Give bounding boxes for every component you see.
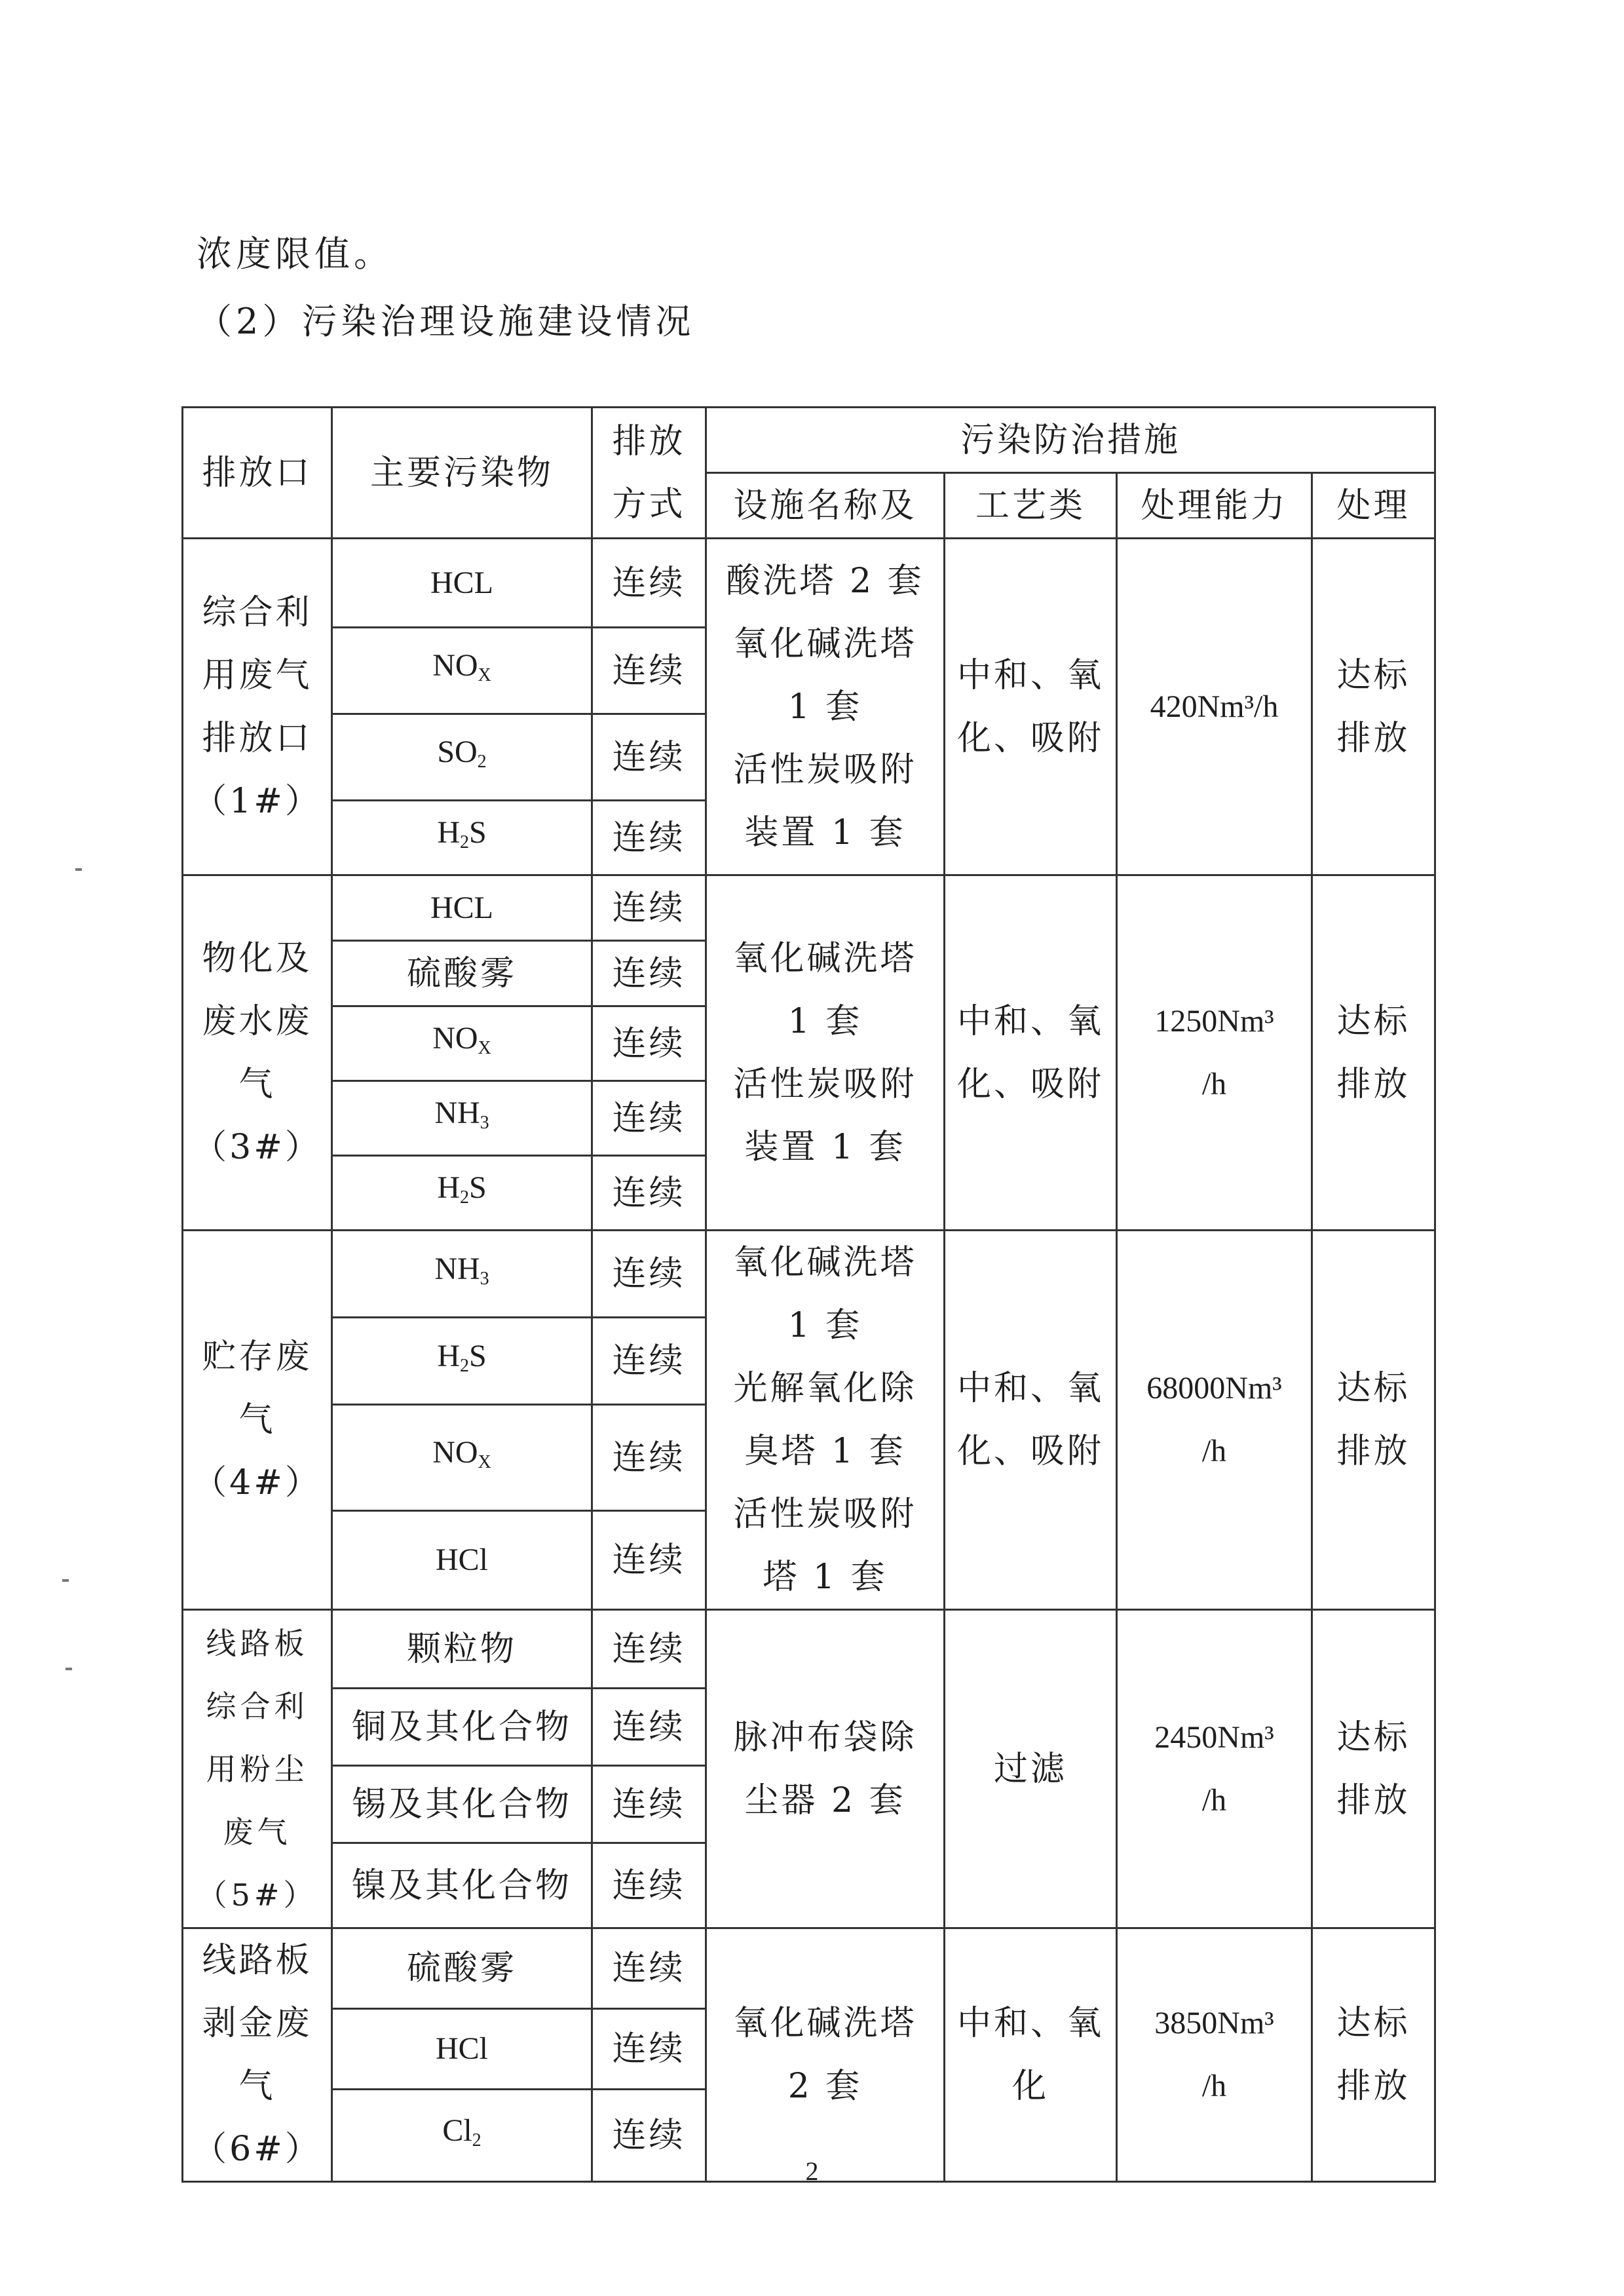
capacity-cell: 3850Nm³ /h	[1117, 1928, 1312, 2182]
treatment-cell: 达标 排放	[1312, 1610, 1435, 1928]
process-cell: 中和、氧 化、吸附	[945, 1231, 1117, 1610]
pollutant-subscript: 3	[480, 1113, 489, 1133]
header-facility: 设施名称及	[706, 473, 945, 539]
pollutant-cell	[332, 1231, 592, 1318]
mode-cell: 连续	[592, 1843, 706, 1928]
mode-cell: 连续	[592, 1318, 706, 1404]
capacity-cell: 420Nm³/h	[1117, 539, 1312, 875]
pollutant-subscript: 2	[472, 2130, 482, 2151]
header-measures: 污染防治措施	[706, 408, 1435, 473]
scan-speck	[66, 1668, 72, 1670]
pollutant-cell	[332, 1766, 592, 1843]
pollutant-subscript: 2	[477, 752, 487, 772]
mode-cell: 连续	[592, 539, 706, 628]
facility-cell: 酸洗塔 2 套 氧化碱洗塔 1 套 活性炭吸附 装置 1 套	[706, 539, 945, 875]
pollutant-cell	[332, 1610, 592, 1689]
mode-cell: 连续	[592, 1928, 706, 2009]
pollutant-label: SO	[437, 735, 478, 769]
pollutant-label: HCL	[430, 890, 493, 925]
pollutant-label: Cl	[442, 2113, 472, 2148]
pollutant-cell	[332, 1006, 592, 1081]
scan-speck	[62, 1579, 69, 1582]
pollutant-cell	[332, 875, 592, 941]
page-number: 2	[805, 2156, 819, 2186]
mode-cell: 连续	[592, 875, 706, 941]
pollutant-cell	[332, 1843, 592, 1928]
pollutant-cell	[332, 628, 592, 714]
pollutant-subscript: 2	[459, 832, 469, 852]
header-treatment: 处理	[1312, 473, 1435, 539]
mode-cell: 连续	[592, 801, 706, 875]
pollutant-suffix: S	[468, 815, 487, 850]
capacity-cell: 2450Nm³ /h	[1117, 1610, 1312, 1928]
facility-cell: 氧化碱洗塔 1 套 活性炭吸附 装置 1 套	[706, 875, 945, 1231]
pollutant-label: 硫酸雾	[406, 1949, 517, 1989]
process-cell: 中和、氧 化	[945, 1928, 1117, 2182]
pollutant-label: H	[437, 1170, 460, 1205]
pollutant-suffix: S	[468, 1170, 487, 1205]
treatment-cell: 达标 排放	[1312, 1231, 1435, 1610]
pollutant-label: 硫酸雾	[406, 953, 517, 993]
header-pollutant: 主要污染物	[332, 408, 592, 539]
table-row	[183, 875, 1435, 941]
pollutant-label: 锡及其化合物	[351, 1784, 572, 1824]
pollutant-cell	[332, 714, 592, 801]
outlet-cell: 线路板 综合利 用粉尘 废气 （5#）	[183, 1610, 332, 1928]
pollutant-label: NO	[432, 648, 478, 683]
section-heading: （2）污染治理设施建设情况	[197, 301, 695, 342]
mode-cell: 连续	[592, 714, 706, 801]
pollutant-label: 颗粒物	[406, 1629, 517, 1669]
table-row	[183, 1231, 1435, 1318]
mode-cell: 连续	[592, 1006, 706, 1081]
pollutant-cell	[332, 801, 592, 875]
pollutant-subscript: 2	[459, 1187, 469, 1208]
pollutant-subscript: 3	[480, 1268, 489, 1289]
pollutant-label: H	[437, 815, 460, 850]
pollutant-cell	[332, 1689, 592, 1766]
table-row	[183, 1928, 1435, 2009]
mode-cell: 连续	[592, 1689, 706, 1766]
table-row	[183, 539, 1435, 628]
scan-speck	[75, 868, 82, 871]
pollutant-cell	[332, 1081, 592, 1156]
mode-cell: 连续	[592, 628, 706, 714]
outlet-cell: 贮存废 气（4#）	[183, 1231, 332, 1610]
pollutant-label: HCl	[435, 1542, 488, 1578]
pollutant-label: NH	[434, 1096, 480, 1130]
mode-cell: 连续	[592, 1766, 706, 1843]
pollutant-label: NO	[432, 1435, 478, 1470]
treatment-cell: 达标 排放	[1312, 1928, 1435, 2182]
pollutant-cell	[332, 941, 592, 1006]
pollutant-suffix: S	[468, 1338, 487, 1373]
pollutant-cell	[332, 1511, 592, 1610]
pollutant-cell	[332, 1404, 592, 1511]
pollutant-subscript: X	[478, 1452, 491, 1473]
process-cell: 过滤	[945, 1610, 1117, 1928]
table-row	[183, 1610, 1435, 1689]
pollutant-cell	[332, 1928, 592, 2009]
process-cell: 中和、氧 化、吸附	[945, 875, 1117, 1231]
capacity-cell: 1250Nm³ /h	[1117, 875, 1312, 1231]
process-cell: 中和、氧 化、吸附	[945, 539, 1117, 875]
mode-cell: 连续	[592, 2009, 706, 2090]
facility-cell: 脉冲布袋除 尘器 2 套	[706, 1610, 945, 1928]
outlet-cell: 线路板 剥金废 气（6#）	[183, 1928, 332, 2182]
facility-cell: 氧化碱洗塔 2 套	[706, 1928, 945, 2182]
pollutant-cell	[332, 539, 592, 628]
pollutant-label: NH	[434, 1251, 480, 1286]
mode-cell: 连续	[592, 1511, 706, 1610]
pollutant-label: H	[437, 1338, 460, 1373]
outlet-cell: 物化及 废水废 气（3#）	[183, 875, 332, 1231]
header-outlet: 排放口	[183, 408, 332, 539]
capacity-cell: 68000Nm³ /h	[1117, 1231, 1312, 1610]
mode-cell: 连续	[592, 941, 706, 1006]
header-capacity: 处理能力	[1117, 473, 1312, 539]
pollutant-cell	[332, 1156, 592, 1231]
pollutant-label: 镍及其化合物	[351, 1866, 572, 1905]
pollutant-cell	[332, 1318, 592, 1404]
mode-cell: 连续	[592, 1231, 706, 1318]
pollutant-label: 铜及其化合物	[351, 1707, 572, 1747]
header-mode: 排放 方式	[592, 408, 706, 539]
pollution-control-table	[181, 406, 1436, 2183]
mode-cell: 连续	[592, 1156, 706, 1231]
pollutant-subscript: 2	[459, 1355, 469, 1376]
mode-cell: 连续	[592, 2090, 706, 2182]
facility-cell: 氧化碱洗塔 1 套 光解氧化除 臭塔 1 套 活性炭吸附 塔 1 套	[706, 1231, 945, 1610]
pollutant-subscript: X	[478, 665, 491, 685]
mode-cell: 连续	[592, 1610, 706, 1689]
pollutant-label: HCl	[435, 2031, 488, 2067]
mode-cell: 连续	[592, 1081, 706, 1156]
treatment-cell: 达标 排放	[1312, 875, 1435, 1231]
pollutant-cell	[332, 2009, 592, 2090]
header-process: 工艺类	[945, 473, 1117, 539]
treatment-cell: 达标 排放	[1312, 539, 1435, 875]
pollutant-subscript: X	[478, 1038, 491, 1058]
pollutant-label: HCL	[430, 565, 493, 600]
pollutant-label: NO	[432, 1021, 478, 1056]
mode-cell: 连续	[592, 1404, 706, 1511]
paragraph-line: 浓度限值。	[197, 233, 393, 275]
outlet-cell: 综合利 用废气 排放口 （1#）	[183, 539, 332, 875]
